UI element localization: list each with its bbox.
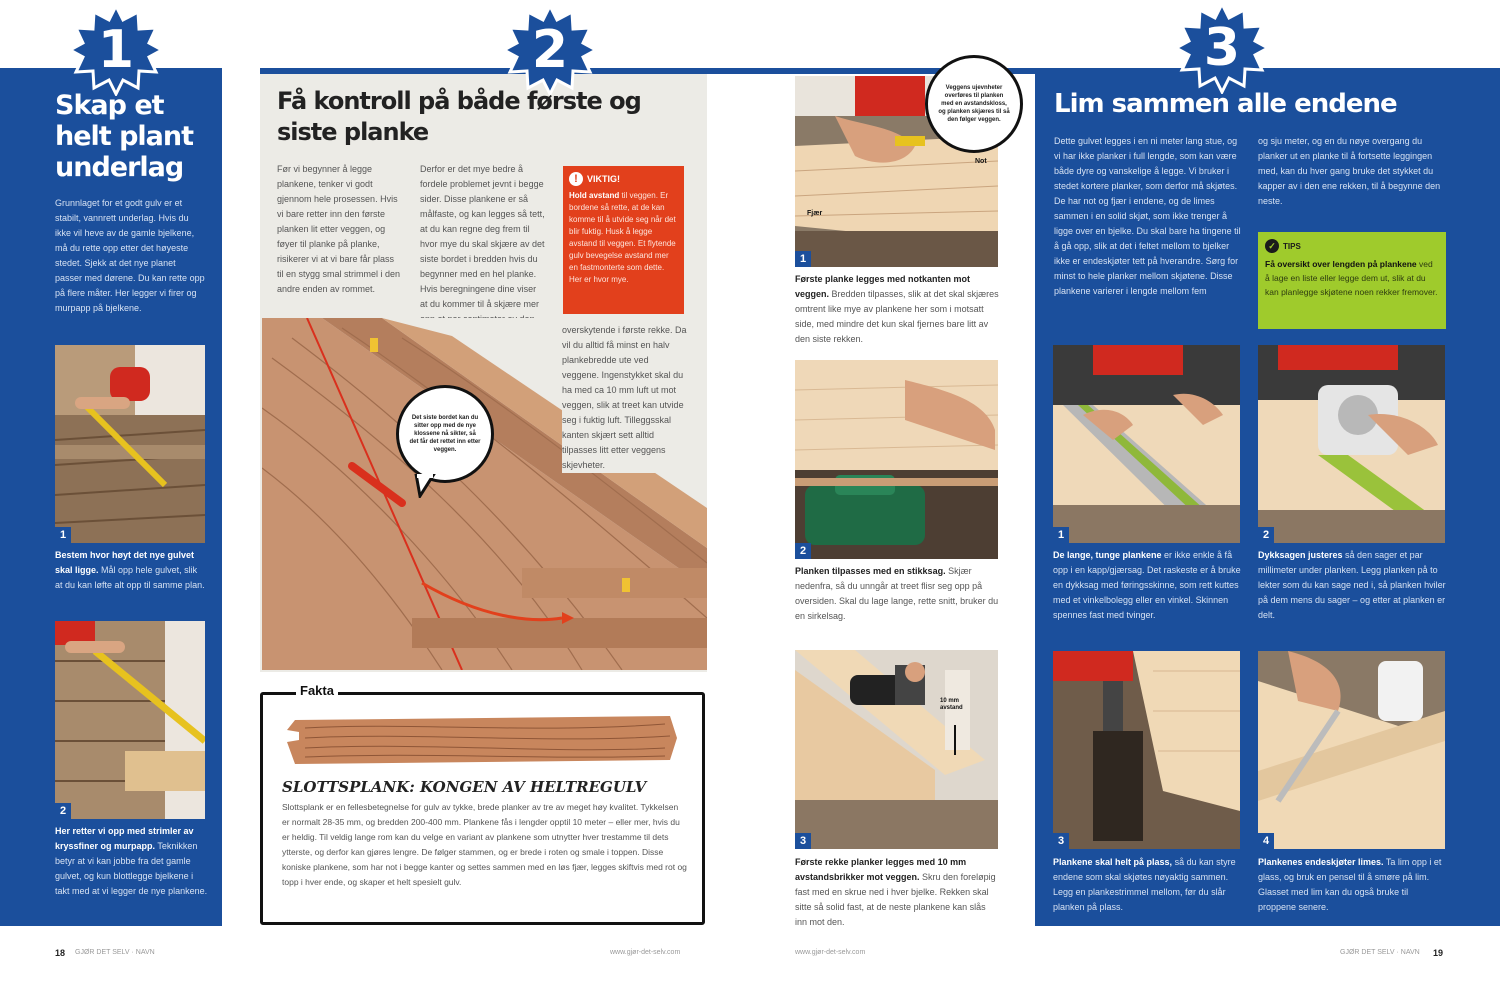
right-col1: Dette gulvet legges i en ni meter lang stue, og vi har ikke planker i full lengde, som kan være både dyre og vanskelige å legge. Vi bruker i stedet kortere planker, som derfor må skjøtes. De har not og fjær i endene, og de limes sammen i en solid skjøt, som ikke trenger å ligge over en bjelke. Du skal bare ha tingene til å gå opp, slik at det i feltet mellom to bjelker ikke er endeskjøter tett på hverandre. Sørg for minst to hele planker mellom skjøtene. Disse plankene varierer i lengde mellom fem: [1054, 136, 1241, 296]
left-panel-title: Skap et helt plant underlag: [55, 90, 194, 183]
bubble-tail-icon: [414, 474, 438, 498]
center-speech-bubble: Det siste bordet kan du sitter opp med de nye klossene nå sikter, så det får det rettet inn etter veggen.: [396, 385, 494, 483]
label-10mm: 10 mm avstand: [940, 698, 963, 711]
center-col2b: overskytende i første rekke. Da vil du alltid få minst en halv plankebredde ute ved veggene. Ingenstykket skal du ha med ca 10 mm luft ut mot veggen, slik at treet kan utvide seg i fuktig luft. Tilleggsskal kanten skjært sett alltid tilpasses litt etter veggens skjevheter.: [562, 323, 687, 473]
caption-bold: Første rekke planker legges med 10 mm avstandsbrikker mot veggen.: [795, 857, 967, 882]
fakta-label: Fakta: [296, 683, 338, 698]
label-not: Not: [975, 158, 987, 165]
footer-left-mag: GJØR DET SELV · NAVN: [75, 949, 155, 956]
right-caption-3: [1053, 855, 1243, 915]
footer-right-mag: GJØR DET SELV · NAVN: [1340, 949, 1420, 956]
center-title: Få kontroll på både første og siste planke: [277, 87, 641, 146]
caption-bold: Dykksagen justeres: [1258, 550, 1343, 560]
photo-number: 2: [1258, 527, 1274, 543]
step-1-badge: [70, 4, 162, 96]
label-fjaer: Fjær: [807, 210, 823, 217]
wall-speech-bubble: Veggens ujevnheter overføres til planken med en avstandskloss, og planken skjæres til så den følger veggen.: [925, 55, 1023, 153]
photo-number: 3: [1053, 833, 1069, 849]
leveling-photo-2: [55, 621, 205, 819]
tip-icon: ✓: [1265, 239, 1279, 253]
warning-bold: Hold avstand: [569, 191, 620, 200]
caption-text: Skru den foreløpig fast med en skrue ned i hver bjelke. Rekken skal sitte så solid fast, at de neste plankene kan slås inn mot den.: [795, 872, 996, 927]
plunge-saw-photo-1: [1053, 345, 1240, 543]
caption-text: Teknikken betyr at vi kan jobbe fra det gamle gulvet, og kun blottlegge bjelkene i takt med at vi legger de nye plankene.: [55, 841, 208, 896]
right-col2: og sju meter, og en du nøye overgang du planker ut en planke til å fortsette leggingen med, kan du hver gang bruke det stykket du kapper av i den ene rekken, til å begynne den neste.: [1258, 136, 1441, 206]
mid-caption-1: [795, 272, 1000, 347]
step-3-badge: [1176, 2, 1268, 94]
right-panel-title: Lim sammen alle endene: [1054, 89, 1397, 119]
fakta-plank-illustration: [285, 710, 680, 768]
photo-number: 1: [795, 251, 811, 267]
caption-text: Mål opp hele gulvet, slik at du kan løfte alt opp til samme plan.: [55, 565, 205, 590]
plunge-saw-photo-2: [1258, 345, 1445, 543]
caption-text: er ikke enkle å få opp i en kapp/gjærsag. Det raskeste er å bruke en dykksag med føringsskinne, som rett kuttes med et vinkelbolegg eller en vinkel. Skinnen spennes fast med tvinger.: [1053, 550, 1241, 620]
photo-number: 2: [55, 803, 71, 819]
glue-brush-photo: [1258, 651, 1445, 849]
caption-bold: Bestem hvor høyt det nye gulvet skal ligge.: [55, 550, 195, 575]
spacer-screw-photo: [795, 650, 998, 849]
warning-box: [563, 166, 684, 314]
caption-bold: De lange, tunge plankene: [1053, 550, 1162, 560]
leveling-photo-1: [55, 345, 205, 543]
left-caption-2: [55, 824, 210, 899]
caption-text: Skjær nedenfra, så du unngår at treet flisr seg opp på oversiden. Skal du lage lange, rette snitt, bruker du en sirkelsag.: [795, 566, 999, 621]
step-number: 3: [1203, 18, 1241, 78]
plank-joint-photo: [1053, 651, 1240, 849]
fakta-title: SLOTTSPLANK: KONGEN AV HELTREGULV: [282, 778, 647, 796]
footer-right-url: www.gjør-det-selv.com: [795, 949, 866, 956]
photo-number: 2: [795, 543, 811, 559]
warning-title: VIKTIG!: [587, 174, 620, 184]
photo-number: 1: [1053, 527, 1069, 543]
photo-number: 4: [1258, 833, 1274, 849]
right-caption-1: [1053, 548, 1243, 623]
footer-left-page: 18: [55, 948, 66, 958]
step-number: 1: [97, 20, 135, 80]
tip-bold: Få oversikt over lengden på plankene: [1265, 259, 1417, 269]
caption-bold: Her retter vi opp med strimler av kryssfiner og murpapp.: [55, 826, 194, 851]
center-col2: Derfor er det mye bedre å fordele problemet jevnt i begge sider. Disse plankene er så målfaste, og kan legges så tett, at du kan regne deg frem til hvor mye du skal skjære av det siste bordet i bredden hvis du begynner med en hel planke. Hvis beregningene dine viser at du kommer til å skjære mer: [420, 164, 545, 309]
caption-bold: Første planke legges med notkanten mot veggen.: [795, 274, 971, 299]
warning-icon: !: [569, 172, 583, 186]
caption-bold: Planken tilpasses med en stikksag.: [795, 566, 946, 576]
caption-text: så du kan styre endene som skal skjøtes nøyaktig sammen. Legg en plankestrimmel mellom, før du slår planken på plass.: [1053, 857, 1236, 912]
warning-text: til veggen. Er bordene så rette, at de kan komme til å utvide seg når det blir fuktig. Husk å legge avstand til veggen. Et flytende gulv bevegelse avstand mer en fastmonterte som dette. Her er hvor mye.: [569, 191, 676, 284]
tip-text: ved å lage en liste eller legge dem ut, slik at du kan planlegge skjøtene noen rekker fremover.: [1265, 259, 1438, 297]
fakta-text: Slottsplank er en fellesbetegnelse for gulv av tykke, brede planker av tre av meget høy kvalitet. Tykkelsen er normalt 28-35 mm, og bredden 200-400 mm. Plankene fås i lengder opptil 10 meter – eller mer, hvis du er heldig. Til veldig lange rom kan du velge en variant av plankene som utnytter hver trestamme til dets ytterste, og derfor kan gjøres lengre. De følger stammen, og er brede i roten og smale i toppen. Disse koniske plankene, som har not i begge kanter og settes sammen med en løs fjær, legges skiftvis med rot og topp i hver ende, og skaper et helt spesielt gulv.: [282, 802, 687, 887]
jigsaw-photo: [795, 360, 998, 559]
tip-label: TIPS: [1283, 241, 1301, 251]
right-caption-4: [1258, 855, 1448, 915]
caption-text: Ta lim opp i et glass, og bruk en pensel til å smøre på lim. Glasset med lim kan du også bruke til proppene senere.: [1258, 857, 1442, 912]
step-number: 2: [531, 20, 569, 80]
tip-box: [1258, 232, 1446, 329]
caption-bold: Plankenes endeskjøter limes.: [1258, 857, 1384, 867]
footer-right-page: 19: [1433, 948, 1444, 958]
mid-caption-3: [795, 855, 1000, 930]
left-caption-1: [55, 548, 205, 593]
step-2-badge: [504, 4, 596, 96]
left-panel-intro: Grunnlaget for et godt gulv er et stabilt, vannrett underlag. Hvis du ikke vil heve av de gamle bjelkene, må du rette opp etter det høyeste stedet. Sjekk at det nye planet passer med dørene. Du kan rette opp på flere måter. Her legger vi firer og murpapp på bjelkene.: [55, 198, 205, 313]
photo-number: 1: [55, 527, 71, 543]
caption-text: Bredden tilpasses, slik at det skal skjæres omtrent like mye av plankene her som i motsatt side, med mindre det kun skal fjernes bare litt av den siste rekken.: [795, 289, 999, 344]
mid-caption-2: [795, 564, 1000, 624]
caption-bold: Plankene skal helt på plass,: [1053, 857, 1173, 867]
center-col1: Før vi begynner å legge plankene, tenker vi godt gjennom hele prosessen. Hvis vi bare retter inn den første planken lit etter veggen, og føyer til planke på planke, risikerer vi at vi bare får plass til en stygg smal strimmel i den andre enden av rommet.: [277, 164, 401, 294]
footer-left-url: www.gjør-det-selv.com: [610, 949, 681, 956]
photo-number: 3: [795, 833, 811, 849]
caption-text: så den sager et par millimeter under planken. Legg planken på to lekter som du kan sage ned i, så planken hviler på dem mens du sager – og etter at planken er delt.: [1258, 550, 1446, 620]
right-caption-2: [1258, 548, 1448, 623]
